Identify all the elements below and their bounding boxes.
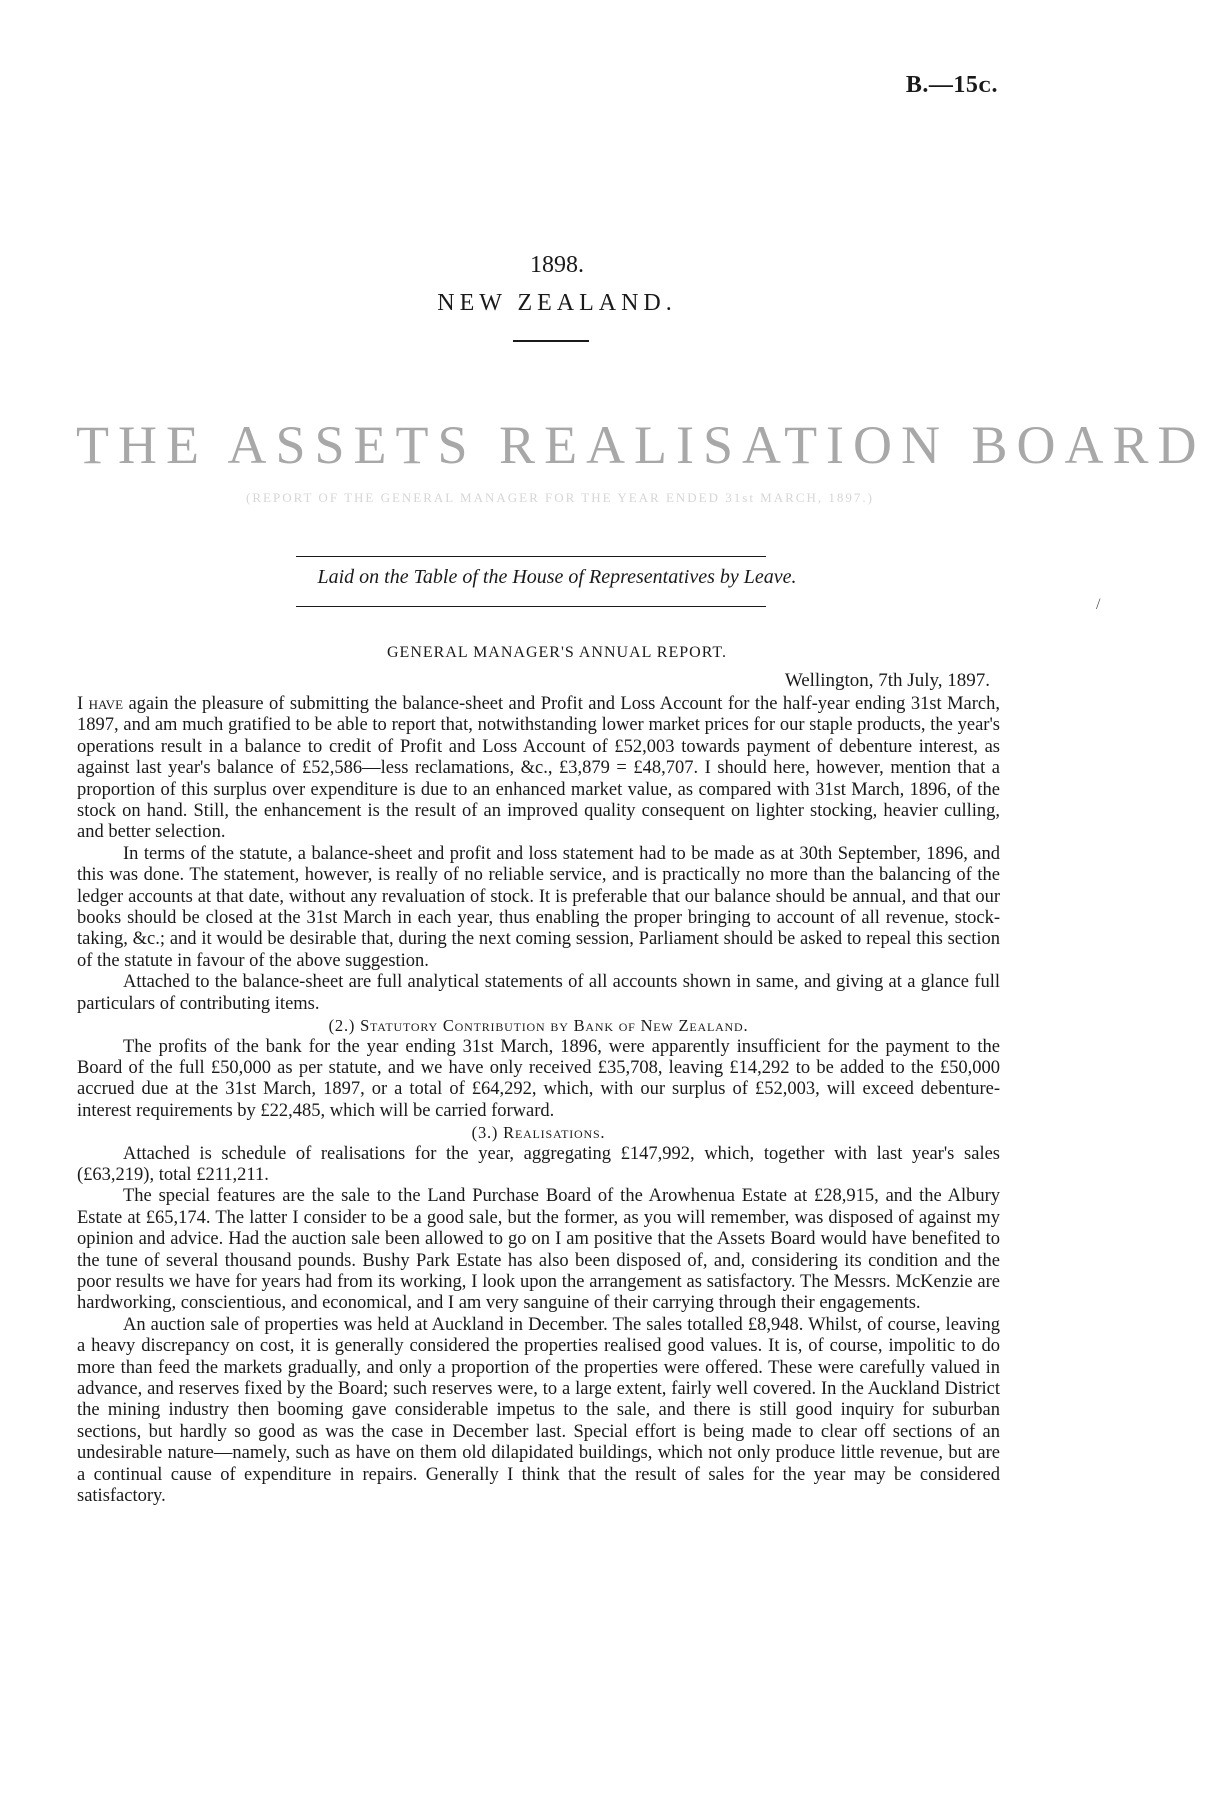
title-divider — [513, 340, 589, 342]
paragraph-lead: I have — [77, 694, 124, 714]
paragraph: The profits of the bank for the year ending 31st March, 1896, were apparently insufficient for the payment to the Board of the full £50,000 as per statute, and we have only received £35,708, leaving £14,292 to be added to the £50,000 accrued due at the 31st March, 1897, or a total of £64,292, which, with our surplus of £52,003, will exceed debenture-interest requirements by £22,485, which will be carried forward. — [77, 1036, 1000, 1121]
document-year: 1898. — [530, 252, 584, 278]
report-heading: GENERAL MANAGER'S ANNUAL REPORT. — [387, 644, 727, 661]
paragraph: In terms of the statute, a balance-sheet and profit and loss statement had to be made as at 30th September, 1896, and this was done. The statement, however, is really of no reliable service, and is practically no more than the balancing of the ledger accounts at that date, without any revaluation of stock. It is preferable that our balance should be annual, and that our books should be closed at the 31st March in each year, thus enabling the proper bringing to account of all revenue, stock-taking, &c.; and it would be desirable that, during the next coming session, Parliament should be asked to repeal this section of the statute in favour of the above suggestion. — [77, 843, 1000, 971]
document-subtitle: (REPORT OF THE GENERAL MANAGER FOR THE YEAR ENDED 31st MARCH, 1897.) — [246, 490, 874, 505]
page-reference: B.—15ᴄ. — [905, 72, 998, 98]
paragraph: Attached is schedule of realisations for the year, aggregating £147,992, which, together with last year's sales (£63,219), total £211,211. — [77, 1143, 1000, 1185]
margin-mark: / — [1096, 596, 1101, 613]
section-heading-statutory-contribution: (2.) Statutory Contribution by Bank of New Zealand. — [328, 1016, 749, 1036]
place-date-line: Wellington, 7th July, 1897. — [784, 670, 990, 691]
paragraph-text: again the pleasure of submitting the balance-sheet and Profit and Loss Account for the half-year ending 31st March, 1897, and am much gratified to be able to report that, notwithstanding lower market prices for our staple products, the year's operations result in a balance to credit of Profit and Loss Account of £52,003 towards payment of debenture interest, as against last year's balance of £52,586—less reclamations, &c., £3,879 = £48,707. I should here, however, mention that a proportion of this surplus over expenditure is due to an enhanced market value, as compared with 31st March, 1896, of the stock on hand. Still, the enhancement is the result of an improved quality consequent on lighter stocking, heavier culling, and better selection. — [77, 694, 1001, 843]
laid-rule-top — [296, 556, 766, 557]
paragraph: The special features are the sale to the Land Purchase Board of the Arowhenua Estate at £28,915, and the Albury Estate at £65,174. The latter I consider to be a good sale, but the former, as you will remember, was disposed of against my opinion and advice. Had the auction sale been allowed to go on I am positive that the Assets Board would have benefited to the tune of several thousand pounds. Bushy Park Estate has also been disposed of, and, considering its condition and the poor results we have for years had from its working, I look upon the arrangement as satisfactory. The Messrs. McKenzie are hardworking, conscientious, and economical, and I am very sanguine of their carrying through their engagements. — [77, 1186, 1000, 1314]
laid-rule-bottom — [296, 606, 766, 607]
paragraph — [77, 694, 1000, 844]
report-body — [77, 694, 1000, 1507]
laid-on-table-line: Laid on the Table of the House of Representatives by Leave. — [317, 566, 797, 588]
country-heading: NEW ZEALAND. — [437, 290, 677, 316]
section-heading-realisations: (3.) Realisations. — [471, 1123, 606, 1143]
paragraph: An auction sale of properties was held at Auckland in December. The sales totalled £8,948. Whilst, of course, leaving a heavy discrepancy on cost, it is generally considered the properties realised good values. It is, of course, impolitic to do more than feed the markets gradually, and only a proportion of the properties were offered. These were carefully valued in advance, and reserves fixed by the Board; such reserves were, to a large extent, fairly well covered. In the Auckland District the mining industry then booming gave considerable impetus to the sale, and there is still good inquiry for suburban sections, but hardly so good as was the case in December last. Special effort is being made to clear off sections of an undesirable nature—namely, such as have on them old dilapidated buildings, which not only produce little revenue, but are a continual cause of expenditure in repairs. Generally I think that the result of sales for the year may be considered satisfactory. — [77, 1314, 1000, 1507]
paragraph: Attached to the balance-sheet are full analytical statements of all accounts shown in same, and giving at a glance full particulars of contributing items. — [77, 972, 1000, 1014]
document-title: THE ASSETS REALISATION BOARD — [76, 415, 1206, 475]
